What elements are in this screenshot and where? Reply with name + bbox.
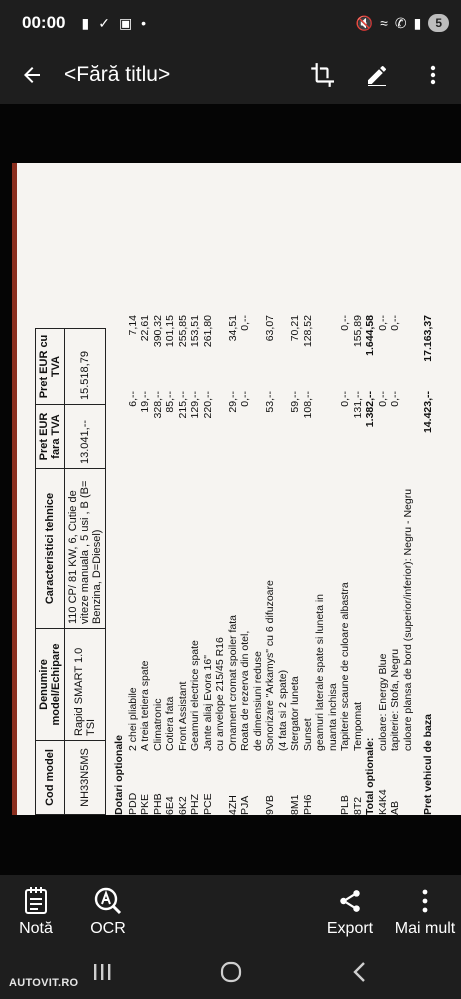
option-p1: 220,--: [201, 391, 214, 419]
app-bar: [0, 46, 461, 104]
list-item: [289, 163, 302, 815]
list-item: [177, 163, 190, 815]
list-item: [302, 163, 315, 815]
option-p1: 215,--: [176, 391, 189, 419]
base-p1: 14.423,--: [422, 391, 434, 434]
option-desc: Sonorizare "Arkamys" cu 6 difuzoare: [264, 580, 276, 751]
option-code: [314, 751, 327, 815]
option-p2: 155,89: [351, 315, 364, 348]
list-item: [264, 163, 277, 815]
option-p2: 101,15: [164, 315, 176, 348]
status-time: 00:00: [22, 13, 66, 32]
option-p2: 128,52: [301, 315, 314, 348]
option-p2: [402, 315, 415, 391]
list-item: [127, 163, 140, 815]
option-p1: 0,--: [389, 391, 401, 407]
export-button[interactable]: [311, 875, 389, 949]
list-item: [352, 163, 365, 815]
option-p1: [214, 391, 227, 475]
cell-pret-fara: 13.041,--: [65, 405, 106, 469]
list-item: [339, 163, 352, 815]
option-desc: cu anvelope 215/45 R16: [214, 637, 226, 751]
crop-icon: [308, 62, 334, 88]
image-viewer[interactable]: [0, 104, 461, 875]
option-desc: Jante aliaj Evora 16": [201, 655, 214, 751]
note-icon: [24, 887, 48, 915]
option-p2: 153,51: [189, 315, 201, 348]
option-desc: culoare plansa de bord (superior/inferior): Negru - Negru: [401, 488, 414, 751]
option-p2: 390,32: [151, 315, 164, 348]
option-p2: 63,07: [264, 315, 276, 342]
option-code: 6E4: [164, 796, 176, 815]
list-item: [377, 163, 390, 815]
system-nav-bar: [0, 949, 461, 999]
list-item: [214, 163, 227, 815]
table-row: [65, 329, 106, 815]
option-desc: Cotiera fata: [164, 696, 176, 751]
note-label: Notă: [19, 920, 53, 937]
notification-alert-icon: ▮: [81, 15, 90, 31]
option-desc: de dimensiuni reduse: [251, 651, 264, 751]
option-p1: 59,--: [289, 391, 301, 413]
option-p1: [277, 391, 290, 475]
list-item: [402, 163, 415, 815]
more-label: Mai mult: [394, 920, 456, 937]
home-icon: [219, 960, 243, 984]
option-code: PLB: [339, 795, 351, 815]
option-desc: geamuri laterale spate si luneta in: [314, 593, 326, 751]
header-pret-fara-tva: Pret EUR fara TVA: [36, 405, 65, 469]
list-item: [189, 163, 202, 815]
option-p2: 0,--: [376, 315, 389, 331]
cell-denumire: Rapid SMART 1.0 TSI: [65, 629, 106, 741]
total-p1: 1.382,--: [364, 391, 376, 428]
option-p1: [327, 391, 340, 475]
option-desc: Tapiterie scaune de culoare albastra: [339, 582, 351, 751]
base-p2: 17.163,37: [422, 315, 434, 362]
page-title: <Fără titlu>: [64, 63, 171, 86]
base-price-row: [422, 163, 435, 815]
option-desc: A treia tetiera spate: [139, 660, 151, 751]
option-p2: 0,--: [339, 315, 351, 331]
option-desc: Geamuri electrice spate: [189, 640, 201, 751]
option-p2: [252, 315, 265, 391]
option-p1: [314, 391, 327, 475]
total-options-row: [364, 163, 377, 815]
list-item: [139, 163, 152, 815]
export-label: Export: [326, 920, 374, 937]
bottom-action-bar: [0, 875, 461, 949]
option-desc: Front Assistant: [176, 681, 189, 751]
crop-button[interactable]: [293, 46, 349, 104]
header-cod-model: Cod model: [36, 741, 65, 815]
list-item: [252, 163, 265, 815]
option-code: 4ZH: [226, 795, 239, 815]
dot-icon: •: [141, 15, 147, 31]
base-label: Pret vehicul de baza: [422, 714, 434, 815]
option-p1: 19,--: [139, 391, 151, 413]
options-list: [113, 163, 435, 815]
list-item: [327, 163, 340, 815]
option-p1: 53,--: [264, 391, 276, 413]
option-p1: 0,--: [239, 391, 251, 407]
list-item: [277, 163, 290, 815]
option-p1: 85,--: [164, 391, 176, 413]
option-code: PDD: [126, 792, 139, 815]
option-p1: 129,--: [189, 391, 201, 419]
option-desc: tapiterie: Stofa, Negru: [389, 648, 401, 751]
mute-icon: 🔇: [355, 15, 374, 31]
option-p2: [327, 315, 340, 391]
option-p2: [314, 315, 327, 391]
option-p1: [402, 391, 415, 475]
list-item: [314, 163, 327, 815]
option-p2: 0,--: [389, 315, 401, 331]
option-p1: 108,--: [301, 391, 314, 419]
recent-apps-icon: [91, 962, 113, 982]
option-p2: 34,51: [226, 315, 239, 342]
option-desc: (4 fata si 2 spate): [276, 669, 289, 751]
option-p1: 131,--: [351, 391, 364, 419]
more-vertical-icon: [413, 888, 437, 914]
option-p1: 328,--: [151, 391, 164, 419]
total-label: Total optionale:: [364, 737, 376, 815]
instagram-icon: ▣: [118, 15, 133, 31]
option-p1: 0,--: [339, 391, 351, 407]
option-desc: Climatronic: [151, 698, 164, 751]
option-p2: 0,--: [239, 315, 251, 331]
note-button[interactable]: [0, 875, 72, 949]
mail-check-icon: ✓: [98, 15, 110, 31]
signal-icon: ▮: [413, 15, 422, 31]
share-icon: [337, 888, 363, 914]
option-p1: [252, 391, 265, 475]
total-p2: 1.644,58: [364, 315, 376, 356]
option-desc: Roata de rezerva din otel,: [239, 630, 251, 751]
option-code: PHZ: [189, 794, 201, 815]
option-code: [252, 751, 265, 815]
option-p1: 0,--: [376, 391, 389, 407]
option-desc: Stergator luneta: [289, 676, 301, 751]
battery-badge: 5: [428, 14, 449, 32]
price-sheet: [17, 163, 461, 815]
option-p2: 22,61: [139, 315, 151, 342]
status-bar: [0, 0, 461, 46]
model-table: [35, 328, 106, 815]
edit-button[interactable]: [349, 46, 405, 104]
option-p2: [277, 315, 290, 391]
option-code: 9VB: [264, 795, 276, 815]
ocr-button[interactable]: [72, 875, 144, 949]
options-heading: Dotari optionale: [113, 735, 125, 815]
call-icon: ✆: [394, 15, 407, 31]
option-p1: 29,--: [226, 391, 239, 413]
option-p2: 70,21: [289, 315, 301, 342]
header-denumire: Denumire model/Echipare: [36, 629, 65, 741]
option-code: 6K2: [176, 796, 189, 815]
list-item: [152, 163, 165, 815]
watermark-logo: AUTOVIT.RO: [9, 977, 79, 989]
option-desc: culoare: Energy Blue: [376, 653, 389, 751]
wifi-icon: ≈: [380, 15, 388, 31]
cell-caracteristici: 110 CP/ 81 KW, 6, Cutie de viteze manuala , 5 usi , B (B= Benzina, D=Diesel): [65, 469, 106, 629]
chevron-left-icon: [350, 961, 370, 983]
option-p2: 261,80: [201, 315, 214, 348]
more-vertical-icon: [421, 63, 445, 87]
option-code: PH6: [301, 794, 314, 815]
option-desc: 2 chei pliabile: [126, 687, 139, 751]
option-code: [214, 751, 227, 815]
arrow-left-icon: [20, 63, 44, 87]
option-code: PKE: [139, 793, 151, 815]
option-code: K4K4: [376, 789, 389, 815]
home-button[interactable]: [211, 957, 251, 987]
option-p2: [214, 315, 227, 391]
ocr-search-icon: [94, 887, 122, 915]
option-code: 8T2: [351, 796, 364, 815]
option-code: [402, 751, 415, 815]
document-photo: [17, 163, 461, 815]
cell-pret-cu: 15.518,79: [65, 329, 106, 405]
list-item: [389, 163, 402, 815]
option-code: PHB: [151, 793, 164, 815]
back-nav-button[interactable]: [340, 957, 380, 987]
more-button[interactable]: [389, 875, 461, 949]
recent-apps-button[interactable]: [82, 957, 122, 987]
cell-cod: NH33N5MS: [65, 741, 106, 815]
option-p1: 6,--: [126, 391, 139, 407]
option-code: [277, 751, 290, 815]
list-item: [227, 163, 240, 815]
option-code: [327, 751, 340, 815]
option-desc: nuanta inchisa: [326, 683, 339, 751]
option-code: PJA: [239, 795, 251, 815]
back-button[interactable]: [0, 46, 64, 104]
option-desc: Ornament cromat spoiler fata: [226, 615, 239, 751]
header-caracteristici: Caracteristici tehnice: [36, 469, 65, 629]
overflow-menu-button[interactable]: [405, 46, 461, 104]
option-p2: 7,14: [126, 315, 139, 336]
header-pret-cu-tva: Pret EUR cu TVA: [36, 329, 65, 405]
option-p2: 255,85: [176, 315, 189, 348]
option-desc: Sunset: [301, 718, 314, 751]
option-code: PCE: [201, 793, 214, 815]
option-code: 8M1: [289, 794, 301, 815]
list-item: [164, 163, 177, 815]
list-item: [239, 163, 252, 815]
ocr-label: OCR: [90, 920, 126, 937]
pencil-icon: [365, 63, 389, 87]
option-code: AB: [389, 800, 401, 815]
list-item: [202, 163, 215, 815]
option-desc: Tempomat: [351, 701, 364, 751]
